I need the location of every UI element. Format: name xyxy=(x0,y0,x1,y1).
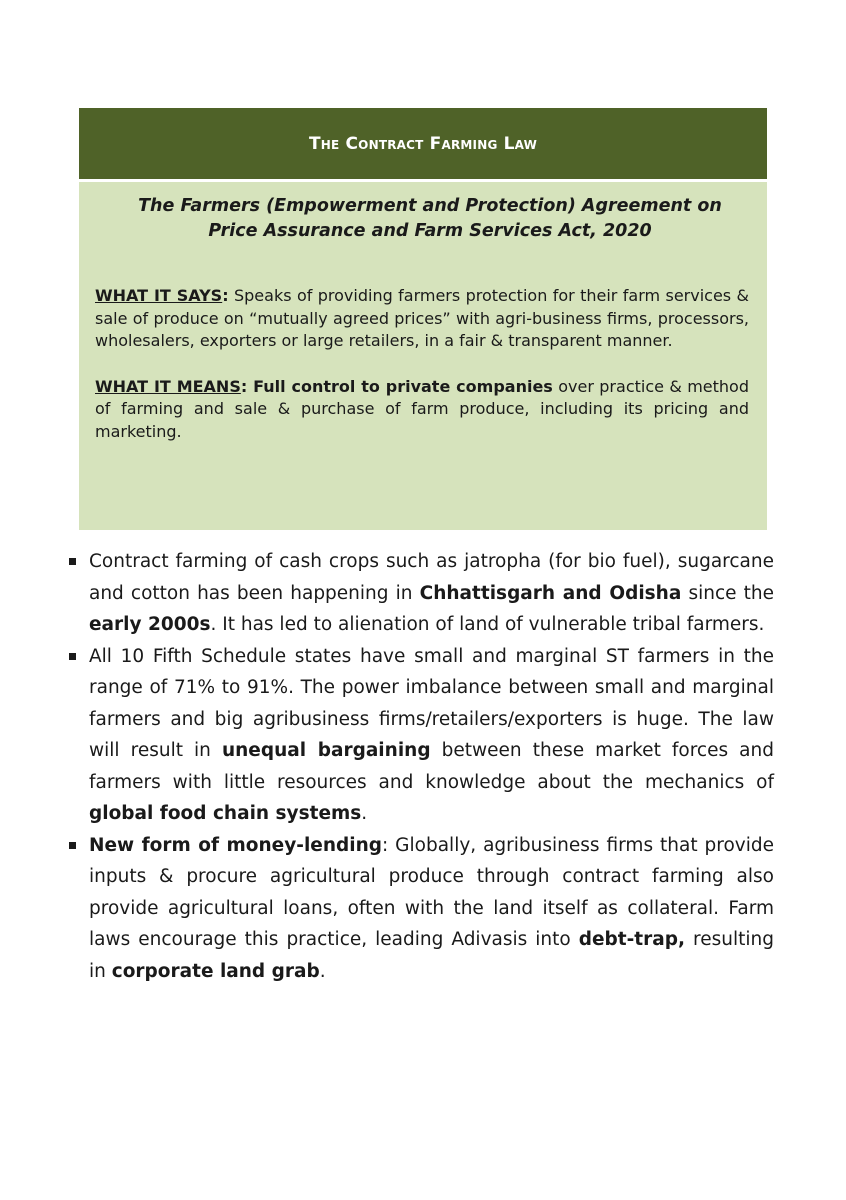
bullet-list xyxy=(69,546,774,987)
what-it-means-label: WHAT IT MEANS: xyxy=(95,376,248,396)
what-it-means-text: over practice & method of farming and sale & purchase of farm produce, including its pricing and marketing. xyxy=(95,376,750,441)
what-it-means-paragraph xyxy=(95,376,749,444)
square-bullet-icon xyxy=(69,653,76,660)
list-item: All 10 Fifth Schedule states have small and marginal ST farmers in the range of 71% to 91%. The power imbalance between small and marginal farmers and big agribusiness firms/retailers/exporters is huge. The law will result in unequal bargaining between these market forces and farmers with little resources and knowledge about the mechanics of global food chain systems. xyxy=(69,641,774,830)
what-it-says-paragraph xyxy=(95,285,749,353)
what-it-says-label: WHAT IT SAYS: xyxy=(95,286,229,305)
act-summary-box xyxy=(79,182,767,530)
act-title: The Farmers (Empowerment and Protection) Agreement on Price Assurance and Farm Services Act, 2020 xyxy=(138,196,722,241)
section-title: The Contract Farming Law xyxy=(308,133,538,154)
section-header-bar xyxy=(79,108,767,179)
list-item: Contract farming of cash crops such as jatropha (for bio fuel), sugarcane and cotton has been happening in Chhattisgarh and Odisha since the early 2000s. It has led to alienation of land of vulnerable tribal farmers. xyxy=(69,546,774,641)
what-it-means-emphasis: Full control to private companies xyxy=(247,376,553,396)
list-item: New form of money-lending: Globally, agribusiness firms that provide inputs & procure agricultural produce through contract farming also provide agricultural loans, often with the land itself as collateral. Farm laws encourage this practice, leading Adivasis into debt-trap, resulting in corporate land grab. xyxy=(69,830,774,988)
square-bullet-icon xyxy=(69,558,76,565)
square-bullet-icon xyxy=(69,842,76,849)
what-it-says-text: Speaks of providing farmers protection for their farm services & sale of produce on “mutually agreed prices” with agri-business firms, processors, wholesalers, exporters or large retailers, in a fair & transparent manner. xyxy=(95,286,749,350)
